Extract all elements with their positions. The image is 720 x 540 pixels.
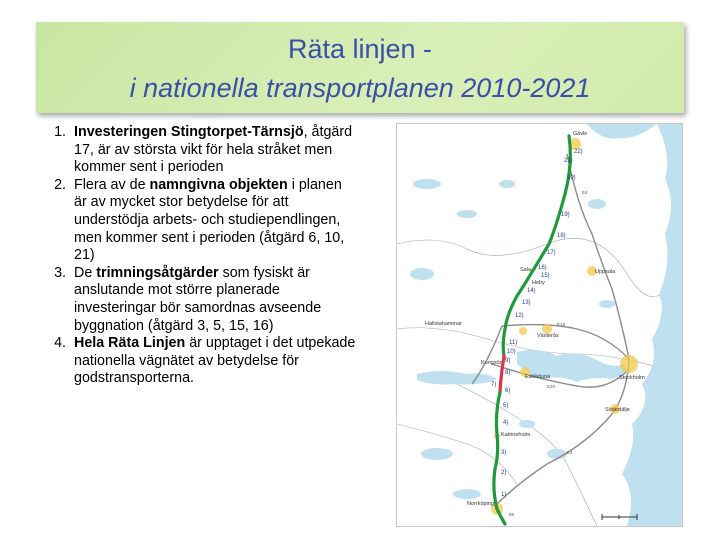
item-text: är upptaget i det utpekade nationella vägnätet av betydelse för godstransporterna. [74, 335, 356, 387]
item-bold-text: namngivna objekten [149, 176, 288, 193]
action-label: 7) [491, 382, 497, 388]
action-label: 19) [561, 212, 570, 218]
list-item [40, 265, 358, 335]
action-label: 6) [505, 388, 511, 394]
action-label: 14) [527, 288, 536, 294]
action-label: 17) [547, 250, 556, 256]
action-label: 8) [505, 370, 511, 376]
city-label: Katrineholm [501, 432, 531, 438]
city-label: Sala [520, 267, 532, 273]
list-number: 2. [54, 176, 66, 193]
action-label: 20) [567, 175, 576, 181]
item-text: Flera av de [74, 176, 150, 193]
city-label: Gävle [573, 131, 588, 137]
list-item [40, 335, 358, 388]
title-banner [36, 22, 684, 113]
action-label: 13) [522, 300, 531, 306]
road-label: E18 [557, 322, 566, 327]
city-label: Västerås [537, 333, 559, 339]
list-item [40, 124, 358, 177]
list-item [40, 177, 358, 265]
city-label: Norrköping [467, 501, 494, 507]
action-label: 11) [509, 340, 518, 346]
action-label: 1) [501, 492, 507, 498]
action-label: 15) [541, 273, 550, 279]
item-bold-text: Investeringen Stingtorpet-Tärnsjö [74, 124, 304, 140]
action-label: 5) [503, 403, 509, 409]
city-label: Stockholm [619, 375, 645, 381]
action-label: 4) [503, 420, 509, 426]
item-bold-text: Hela Räta Linjen [74, 335, 186, 352]
item-text: , åtgärd 17, är av största vikt för hela stråket men kommer sent i perioden [74, 124, 353, 176]
action-label: 21) [564, 158, 573, 164]
route-map [396, 123, 683, 527]
measures-list [40, 124, 358, 388]
action-label: 16) [538, 265, 547, 271]
list-number: 4. [54, 335, 66, 352]
action-label: 18) [557, 233, 566, 239]
item-bold-text: trimningsåtgärder [96, 264, 219, 281]
road-label: 56 [509, 512, 515, 517]
city-label: Kungsör [481, 360, 502, 366]
item-text: i planen är av mycket stor betydelse för att understödja arbets- och studiependlingen, men kommer sent i perioden (åtgärd 6, 10, 21) [74, 176, 345, 264]
city-label: Heby [532, 280, 545, 286]
action-label: 9) [505, 358, 511, 364]
list-number: 1. [54, 124, 66, 140]
road-label: E4 [567, 450, 573, 455]
city-label: Hallstahammar [425, 321, 462, 327]
city-label: Eskilstuna [525, 374, 551, 380]
road-label: E20 [547, 384, 556, 389]
title-line-2: i nationella transportplanen 2010-2021 [129, 73, 591, 103]
action-label: 3) [501, 450, 507, 456]
city-label: Uppsala [595, 269, 616, 275]
list-number: 3. [54, 264, 66, 281]
action-label: 12) [515, 313, 524, 319]
title-line-1: Räta linjen - [287, 34, 433, 64]
item-text: De [74, 264, 97, 281]
city-label: Södertälje [605, 407, 630, 413]
road-label: E4 [582, 190, 588, 195]
action-label: 10) [507, 349, 516, 355]
action-label: 2) [501, 470, 507, 476]
action-label: 22) [574, 149, 583, 155]
item-text: som fysiskt är anslutande mot större planerade investeringar bör samordnas avseende byggnation (åtgärd 3, 5, 15, 16) [74, 264, 322, 334]
